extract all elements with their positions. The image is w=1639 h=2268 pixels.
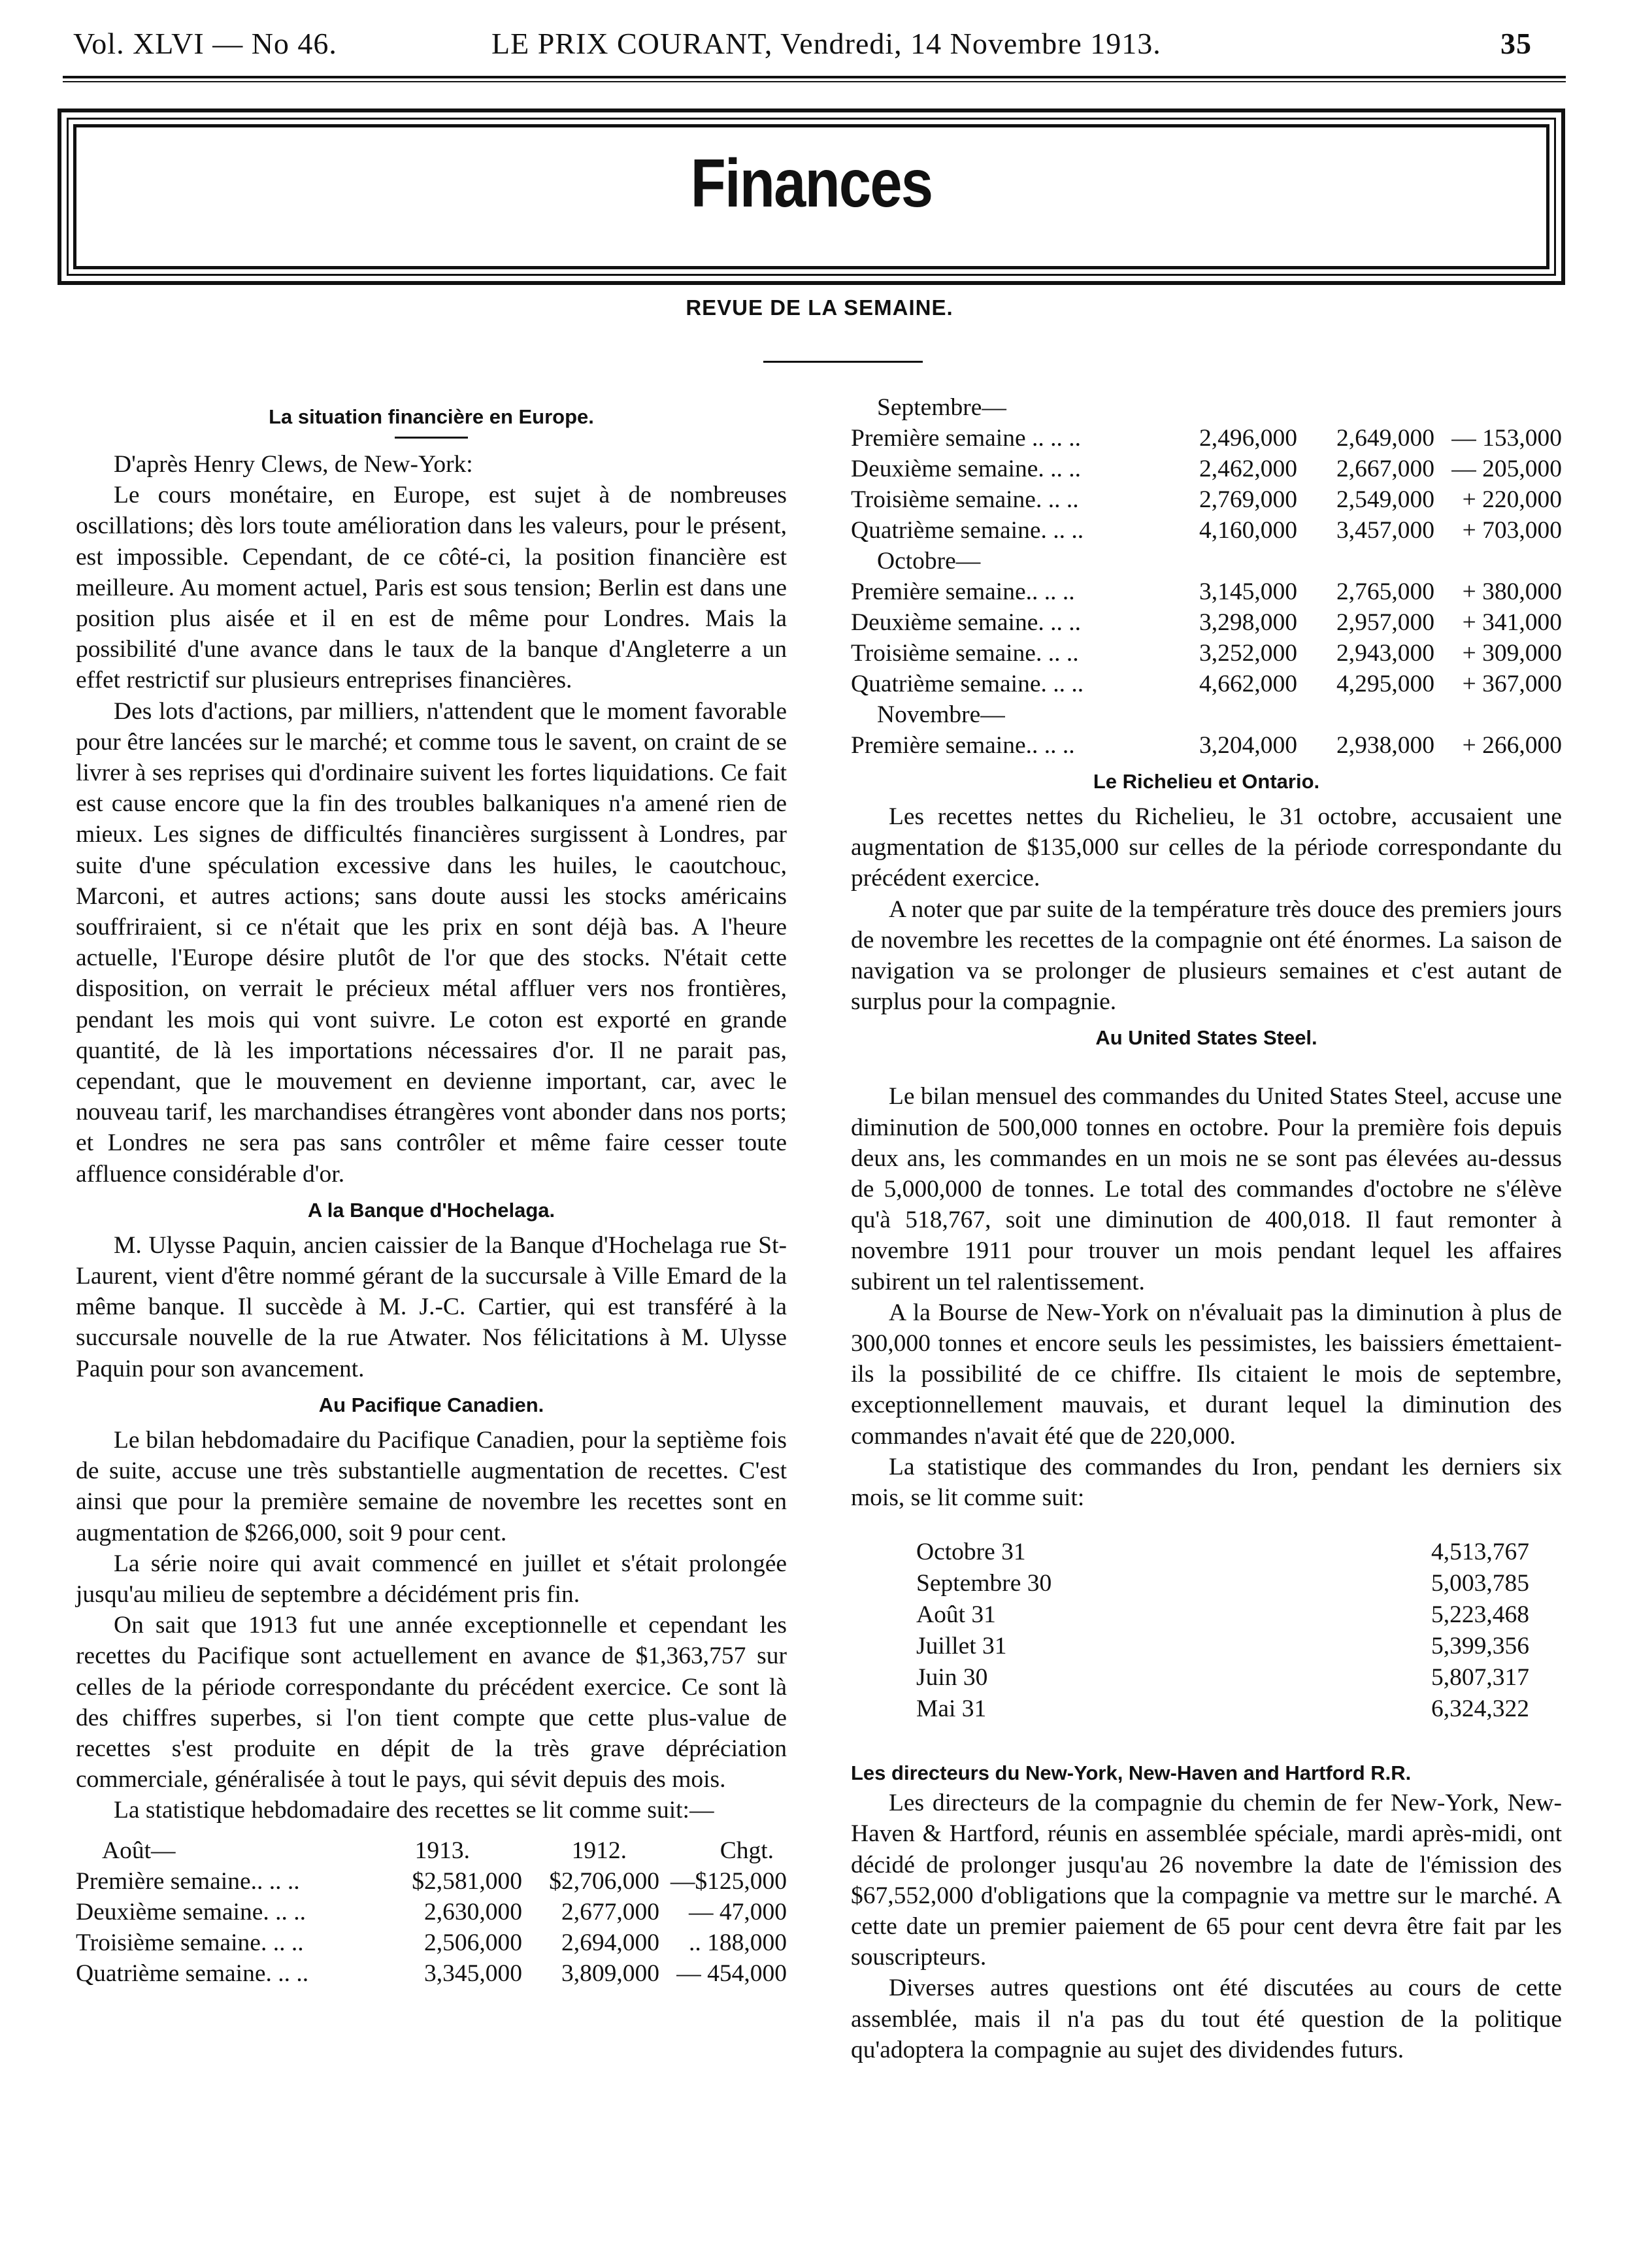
value-change: — 153,000 xyxy=(1451,425,1562,452)
article-paragraph: A la Bourse de New-York on n'évaluait pas la diminution à plus de 300,000 tonnes et encore seuls les pessimistes, les baissiers émettaient-ils la possibilité de ce chiffre. Ils citaient le mois de septembre, exceptionnellement mauvais, et durant lequel la diminution des commandes n'avait été que de 220,000. xyxy=(851,1299,1562,1450)
table-row xyxy=(851,576,1562,607)
value-1913: 3,298,000 xyxy=(1199,609,1297,636)
article-paragraph: La statistique hebdomadaire des recettes se lit comme suit:— xyxy=(114,1797,714,1824)
order-month: Août 31 xyxy=(916,1601,996,1629)
column-header: 1912. xyxy=(571,1837,627,1864)
list-item xyxy=(851,1631,1562,1662)
order-month: Mai 31 xyxy=(916,1695,987,1723)
value-change: — 205,000 xyxy=(1451,456,1562,482)
table-row xyxy=(851,454,1562,484)
value-1912: 3,457,000 xyxy=(1336,517,1434,544)
table-row xyxy=(851,484,1562,515)
value-1912: 2,677,000 xyxy=(561,1898,659,1926)
article-paragraph: Des lots d'actions, par milliers, n'attendent que le moment favorable pour être lancées sur le marché; et comme tous le savent, on craint de se livrer à ses reprises qui d'ordinaire suivent les fortes liquidations. Ce fait est cause encore que la fin des troubles balkaniques n'a amené rien de mieux. Les signes de difficultés financières surgissent à Londres, par suite d'une spéculation excessive dans les huiles, le caoutchouc, Marconi, et autres actions; sans doute aussi les stocks américains souffriraient, si ce n'était que les prix en sont déjà bas. A l'heure actuelle, l'Europe désire plutôt de l'or que des stocks. N'était cette disposition, on verrait le précieux métal affluer vers nos frontières, pendant les mois qui vont suivre. Le coton est exporté en grande quantité, de là les importations nécessaires d'or. Il ne parait pas, cependant, que le mouvement en devienne important, car, avec le nouveau tarif, les marchandises étrangères vont abonder dans nos ports; et Londres ne sera pas sans contrôler et même faire cesser toute affluence considérable d'or. xyxy=(76,697,787,1188)
table-row xyxy=(76,1866,787,1897)
table-header-row xyxy=(76,1835,787,1866)
order-month: Septembre 30 xyxy=(916,1570,1052,1597)
order-month: Juillet 31 xyxy=(916,1633,1007,1660)
section-title: Finances xyxy=(690,146,933,222)
value-1912: 2,649,000 xyxy=(1336,425,1434,452)
value-change: — 47,000 xyxy=(689,1898,787,1926)
article-paragraph: Diverses autres questions ont été discutées au cours de cette assemblée, mais il n'a pas du tout été question de la politique qu'adoptera la compagnie au sujet des dividendes futurs. xyxy=(851,1975,1562,2063)
header-rule xyxy=(63,76,1566,78)
subtitle-rule xyxy=(763,361,923,363)
list-item xyxy=(851,1599,1562,1631)
month-label: Novembre— xyxy=(877,701,1005,728)
order-value: 6,324,322 xyxy=(1431,1695,1529,1723)
article-intro: D'après Henry Clews, de New-York: xyxy=(114,451,473,478)
value-change: + 367,000 xyxy=(1462,671,1562,697)
article-paragraph: Les directeurs de la compagnie du chemin de fer New-York, New-Haven & Hartford, réunis en assemblée spéciale, mardi après-midi, ont décidé de prolonger jusqu'au 26 novembre la date de l'émission des $67,552,000 d'obligations que la compagnie va mettre sur le marché. A cette date un premier paiement de 65 pour cent devra être fait par les souscripteurs. xyxy=(851,1790,1562,1971)
table-row xyxy=(76,1897,787,1927)
left-column xyxy=(76,396,787,1989)
column-header: Chgt. xyxy=(720,1837,774,1864)
order-month: Juin 30 xyxy=(916,1664,988,1692)
month-label: Septembre— xyxy=(877,394,1006,421)
value-1912: 2,549,000 xyxy=(1336,486,1434,513)
article-paragraph: La série noire qui avait commencé en juillet et s'était prolongée jusqu'au milieu de septembre a décidément pris fin. xyxy=(76,1550,787,1608)
table-row xyxy=(851,515,1562,546)
value-1912: 2,667,000 xyxy=(1336,456,1434,482)
row-label: Deuxième semaine. .. .. xyxy=(76,1898,306,1926)
row-label: Première semaine.. .. .. xyxy=(76,1867,300,1895)
value-1913: 3,252,000 xyxy=(1199,640,1297,667)
table-row xyxy=(851,730,1562,761)
section-title-box xyxy=(58,108,1565,285)
subtitle: REVUE DE LA SEMAINE. xyxy=(686,295,953,320)
page-number: 35 xyxy=(1500,27,1532,60)
value-1912: 4,295,000 xyxy=(1336,671,1434,697)
article-paragraph: Les recettes nettes du Richelieu, le 31 octobre, accusaient une augmentation de $135,000 sur celles de la période correspondante du précédent exercice. xyxy=(851,803,1562,892)
value-change: —$125,000 xyxy=(670,1867,787,1895)
value-1913: 2,630,000 xyxy=(424,1898,522,1926)
value-change: + 341,000 xyxy=(1462,609,1562,636)
value-change: + 220,000 xyxy=(1462,486,1562,513)
article-paragraph: Le bilan hebdomadaire du Pacifique Canadien, pour la septième fois de suite, accuse une très substantielle augmentation de recettes. C'est ainsi que pour la première semaine de novembre les recettes sont en augmentation de $266,000, soit 9 pour cent. xyxy=(76,1426,787,1546)
list-item xyxy=(851,1662,1562,1693)
row-label: Première semaine .. .. .. xyxy=(851,425,1081,452)
value-change: — 454,000 xyxy=(676,1959,787,1987)
order-value: 5,807,317 xyxy=(1431,1664,1529,1692)
value-1913: $2,581,000 xyxy=(412,1867,522,1895)
header-rule-thin xyxy=(63,81,1566,82)
article-paragraph: A noter que par suite de la température très douce des premiers jours de novembre les recettes de la compagnie ont été énormes. La saison de navigation va se prolonger de plusieurs semaines et c'est autant de surplus pour la compagnie. xyxy=(851,895,1562,1016)
value-1913: 2,462,000 xyxy=(1199,456,1297,482)
receipts-table-sep-nov xyxy=(851,392,1562,761)
value-change: + 266,000 xyxy=(1462,732,1562,759)
value-1912: 2,765,000 xyxy=(1336,578,1434,605)
row-label: Deuxième semaine. .. .. xyxy=(851,609,1081,636)
value-1912: 2,694,000 xyxy=(561,1929,659,1956)
value-1913: 2,769,000 xyxy=(1199,486,1297,513)
article-heading-europe: La situation financière en Europe. xyxy=(269,405,594,428)
month-label: Octobre— xyxy=(877,548,981,575)
row-label: Quatrième semaine. .. .. xyxy=(851,517,1084,544)
value-1913: 4,662,000 xyxy=(1199,671,1297,697)
value-1913: 3,145,000 xyxy=(1199,578,1297,605)
order-value: 5,003,785 xyxy=(1431,1570,1529,1597)
order-value: 4,513,767 xyxy=(1431,1539,1529,1566)
value-change: + 309,000 xyxy=(1462,640,1562,667)
article-heading-newhaven: Les directeurs du New-York, New-Haven and Hartford R.R. xyxy=(851,1761,1412,1785)
masthead: LE PRIX COURANT, Vendredi, 14 Novembre 1913. xyxy=(491,27,1161,60)
row-label: Troisième semaine. .. .. xyxy=(76,1929,304,1956)
value-1913: 2,496,000 xyxy=(1199,425,1297,452)
month-label: Août— xyxy=(102,1837,176,1864)
value-change: .. 188,000 xyxy=(689,1929,787,1956)
table-row xyxy=(851,638,1562,669)
value-1912: $2,706,000 xyxy=(549,1867,659,1895)
volume-number: Vol. XLVI — No 46. xyxy=(73,27,337,60)
row-label: Troisième semaine. .. .. xyxy=(851,486,1079,513)
list-item xyxy=(851,1693,1562,1725)
list-item xyxy=(851,1568,1562,1599)
row-label: Troisième semaine. .. .. xyxy=(851,640,1079,667)
article-heading-steel: Au United States Steel. xyxy=(1095,1026,1317,1050)
table-row xyxy=(76,1958,787,1989)
article-heading-pacifique: Au Pacifique Canadien. xyxy=(318,1393,544,1416)
article-heading-richelieu: Le Richelieu et Ontario. xyxy=(1093,770,1320,793)
value-1913: 3,204,000 xyxy=(1199,732,1297,759)
article-paragraph: Le bilan mensuel des commandes du United States Steel, accuse une diminution de 500,000 tonnes en octobre. Pour la première fois depuis deux ans, les commandes en un mois ne se sont pas élevées au-dessus de 5,000,000 de tonnes. Le total des commandes d'octobre ne s'élève qu'à 518,767, soit une diminution de 400,018. Il faut remonter à novembre 1911 pour trouver un mois pendant lequel les affaires subirent un tel ralentissement. xyxy=(851,1083,1562,1295)
value-1912: 2,957,000 xyxy=(1336,609,1434,636)
heading-rule xyxy=(395,437,468,439)
value-1912: 2,943,000 xyxy=(1336,640,1434,667)
article-paragraph: On sait que 1913 fut une année exceptionnelle et cependant les recettes du Pacifique sont actuellement en avance de $1,363,757 sur celles de la période correspondante du précédent exercice. Ce sont là des chiffres superbes, si l'on tient compte que cette plus-value de recettes s'est produite en dépit de la très grave dépréciation commerciale, généralisée à tout le pays, qui sévit depuis des mois. xyxy=(76,1612,787,1793)
value-1913: 2,506,000 xyxy=(424,1929,522,1956)
article-paragraph: M. Ulysse Paquin, ancien caissier de la Banque d'Hochelaga rue St-Laurent, vient d'être nommé gérant de la succursale à Ville Emard de la même banque. Il succède à M. J.-C. Cartier, qui est transféré à la succursale nouvelle de la rue Atwater. Nos félicitations à M. Ulysse Paquin pour son avancement. xyxy=(76,1231,787,1382)
value-change: + 703,000 xyxy=(1462,517,1562,544)
table-row xyxy=(76,1927,787,1958)
article-paragraph: Le cours monétaire, en Europe, est sujet à de nombreuses oscillations; dès lors toute amélioration dans les valeurs, pour le présent, est impossible. Cependant, de ce côté-ci, la position financière est meilleure. Au moment actuel, Paris est sous tension; Berlin est dans une position plus aisée et il en est de même pour Londres. Mais la possibilité d'une avance dans le taux de la banque d'Angleterre a un effet restrictif sur plusieurs entreprises financières. xyxy=(76,482,787,694)
row-label: Première semaine.. .. .. xyxy=(851,578,1075,605)
value-1913: 3,345,000 xyxy=(424,1959,522,1987)
row-label: Quatrième semaine. .. .. xyxy=(76,1959,309,1987)
article-paragraph: La statistique des commandes du Iron, pendant les derniers six mois, se lit comme suit: xyxy=(851,1453,1562,1512)
receipts-table-august xyxy=(76,1835,787,1989)
article-heading-hochelaga: A la Banque d'Hochelaga. xyxy=(307,1198,555,1222)
row-label: Deuxième semaine. .. .. xyxy=(851,456,1081,482)
list-item xyxy=(851,1537,1562,1568)
row-label: Quatrième semaine. .. .. xyxy=(851,671,1084,697)
order-value: 5,399,356 xyxy=(1431,1633,1529,1660)
value-1913: 4,160,000 xyxy=(1199,517,1297,544)
value-1912: 2,938,000 xyxy=(1336,732,1434,759)
table-row xyxy=(851,423,1562,454)
table-row xyxy=(851,669,1562,699)
value-1912: 3,809,000 xyxy=(561,1959,659,1987)
iron-orders-list xyxy=(851,1537,1562,1725)
order-value: 5,223,468 xyxy=(1431,1601,1529,1629)
row-label: Première semaine.. .. .. xyxy=(851,732,1075,759)
value-change: + 380,000 xyxy=(1462,578,1562,605)
table-row xyxy=(851,607,1562,638)
right-column xyxy=(851,392,1562,2065)
order-month: Octobre 31 xyxy=(916,1539,1026,1566)
column-header: 1913. xyxy=(414,1837,470,1864)
